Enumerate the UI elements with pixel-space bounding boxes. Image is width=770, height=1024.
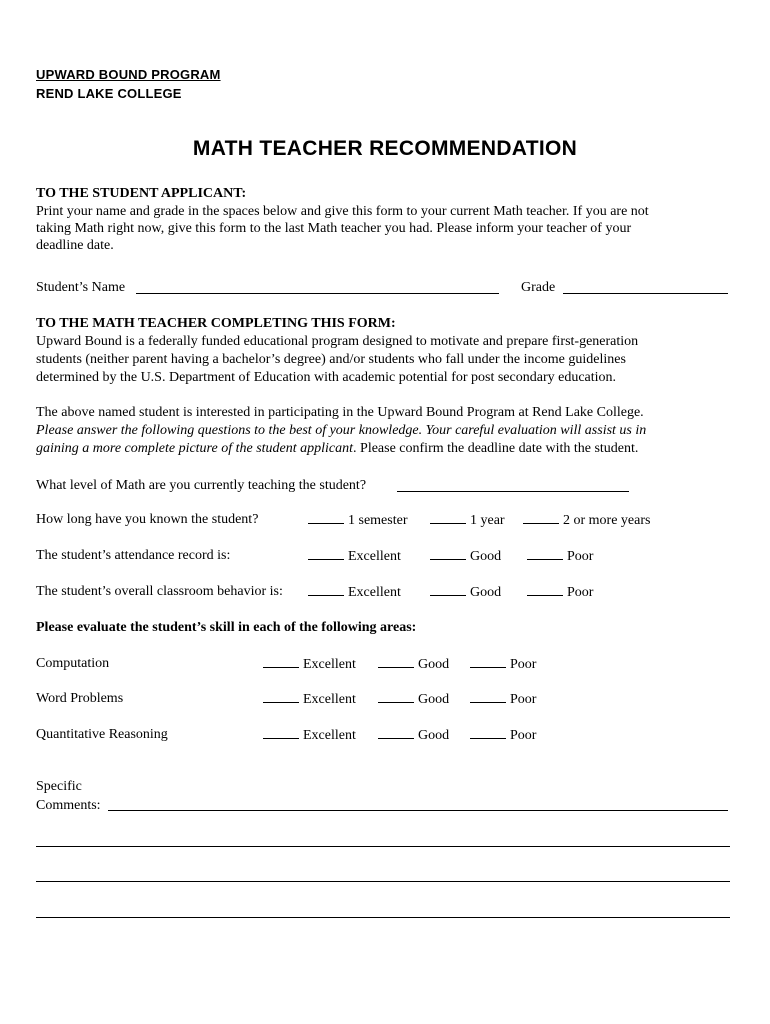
skill-option[interactable]: Poor xyxy=(470,655,536,673)
known-option[interactable]: 2 or more years xyxy=(523,511,650,529)
student-instructions-line: Print your name and grade in the spaces below and give this form to your current Math teacher. If you are not xyxy=(36,204,649,219)
checkbox-blank[interactable] xyxy=(430,511,466,524)
checkbox-blank[interactable] xyxy=(430,547,466,560)
teacher-intro-line: Upward Bound is a federally funded educational program designed to motivate and prepare first-generation xyxy=(36,334,639,349)
skill-label: Quantitative Reasoning xyxy=(36,727,168,742)
attendance-option[interactable]: Poor xyxy=(527,547,593,565)
checkbox-blank[interactable] xyxy=(470,690,506,703)
checkbox-blank[interactable] xyxy=(263,690,299,703)
checkbox-blank[interactable] xyxy=(378,655,414,668)
teacher-section-heading: TO THE MATH TEACHER COMPLETING THIS FORM: xyxy=(36,316,396,331)
skill-option[interactable]: Poor xyxy=(470,726,536,744)
student-instructions-line: taking Math right now, give this form to the last Math teacher you had. Please inform your teacher of your xyxy=(36,221,632,236)
grade-label: Grade xyxy=(521,280,556,295)
teacher-paragraph-italic: Please answer the following questions to the best of your knowledge. Your careful evaluation will assist us in xyxy=(36,423,647,438)
comments-line[interactable] xyxy=(36,846,730,847)
behavior-option[interactable]: Poor xyxy=(527,583,593,601)
attendance-option[interactable]: Good xyxy=(430,547,501,565)
comments-label: Comments: xyxy=(36,798,101,813)
student-instructions-line: deadline date. xyxy=(36,238,114,253)
known-option[interactable]: 1 year xyxy=(430,511,505,529)
teacher-paragraph-line: The above named student is interested in participating in the Upward Bound Program at Rend Lake College. xyxy=(36,405,644,420)
known-option[interactable]: 1 semester xyxy=(308,511,407,529)
skill-option[interactable]: Good xyxy=(378,726,449,744)
checkbox-blank[interactable] xyxy=(470,655,506,668)
checkbox-blank[interactable] xyxy=(308,547,344,560)
checkbox-blank[interactable] xyxy=(527,547,563,560)
comments-label: Specific xyxy=(36,779,82,794)
checkbox-blank[interactable] xyxy=(378,690,414,703)
skill-label: Computation xyxy=(36,656,110,671)
teacher-paragraph-rest: . Please confirm the deadline date with the student. xyxy=(353,441,639,456)
teacher-intro-line: students (neither parent having a bachelor’s degree) and/or students who fall under the income guidelines xyxy=(36,352,626,367)
comments-line[interactable] xyxy=(36,881,730,882)
comments-line[interactable] xyxy=(36,917,730,918)
skill-option[interactable]: Good xyxy=(378,655,449,673)
teacher-paragraph-italic: gaining a more complete picture of the student applicant xyxy=(36,441,354,456)
checkbox-blank[interactable] xyxy=(378,726,414,739)
skills-heading: Please evaluate the student’s skill in each of the following areas: xyxy=(36,620,417,635)
skill-option[interactable]: Excellent xyxy=(263,726,356,744)
skill-option[interactable]: Poor xyxy=(470,690,536,708)
teacher-intro-line: determined by the U.S. Department of Education with academic potential for post secondary education. xyxy=(36,370,617,385)
attendance-question: The student’s attendance record is: xyxy=(36,548,231,563)
checkbox-blank[interactable] xyxy=(430,583,466,596)
checkbox-blank[interactable] xyxy=(527,583,563,596)
attendance-option[interactable]: Excellent xyxy=(308,547,401,565)
page-title: MATH TEACHER RECOMMENDATION xyxy=(192,137,578,160)
checkbox-blank[interactable] xyxy=(263,726,299,739)
checkbox-blank[interactable] xyxy=(308,511,344,524)
checkbox-blank[interactable] xyxy=(308,583,344,596)
teacher-paragraph-line xyxy=(36,440,638,457)
college-name: REND LAKE COLLEGE xyxy=(36,86,182,101)
behavior-question: The student’s overall classroom behavior is: xyxy=(36,584,283,599)
math-level-question: What level of Math are you currently teaching the student? xyxy=(36,478,367,493)
math-level-field[interactable] xyxy=(397,478,629,492)
checkbox-blank[interactable] xyxy=(523,511,559,524)
known-question: How long have you known the student? xyxy=(36,512,259,527)
student-section-heading: TO THE STUDENT APPLICANT: xyxy=(36,186,247,201)
behavior-option[interactable]: Excellent xyxy=(308,583,401,601)
student-name-label: Student’s Name xyxy=(36,280,126,295)
grade-field[interactable] xyxy=(563,280,728,294)
skill-option[interactable]: Good xyxy=(378,690,449,708)
student-name-field[interactable] xyxy=(136,280,499,294)
behavior-option[interactable]: Good xyxy=(430,583,501,601)
checkbox-blank[interactable] xyxy=(263,655,299,668)
skill-label: Word Problems xyxy=(36,691,124,706)
program-name: UPWARD BOUND PROGRAM xyxy=(36,67,221,82)
skill-option[interactable]: Excellent xyxy=(263,655,356,673)
skill-option[interactable]: Excellent xyxy=(263,690,356,708)
checkbox-blank[interactable] xyxy=(470,726,506,739)
comments-field[interactable] xyxy=(108,797,728,811)
